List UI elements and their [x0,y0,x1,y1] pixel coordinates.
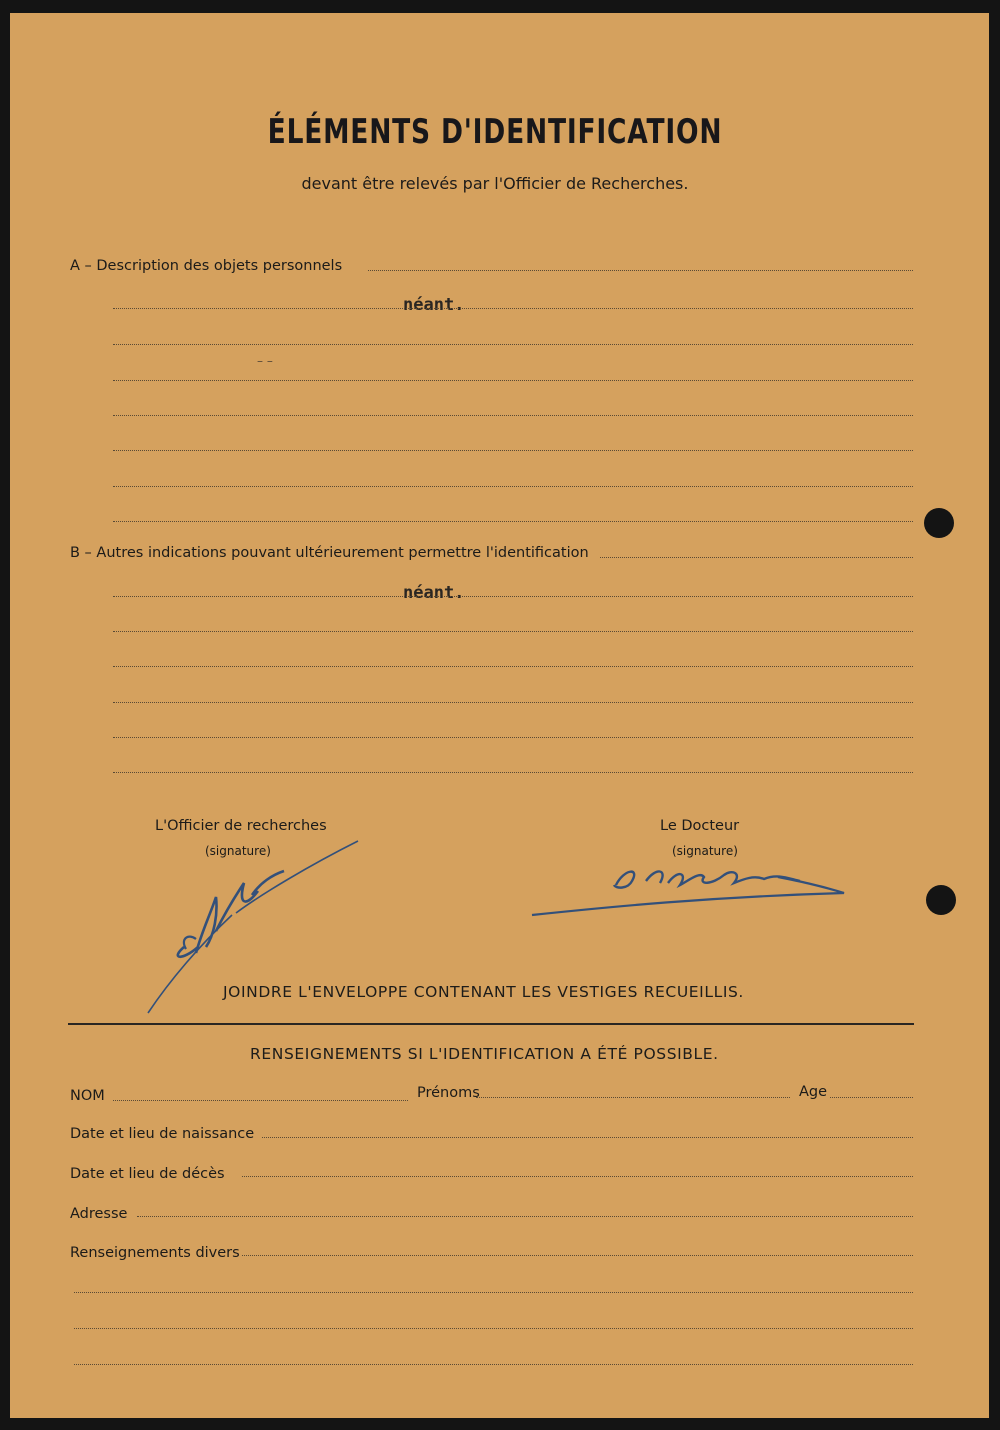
section-b-label: B – Autres indications pouvant ultérieurement permettre l'identification [70,545,589,561]
nom-line [113,1100,408,1101]
form-subtitle: devant être relevés par l'Officier de Recherches. [301,174,689,193]
punch-hole-top [924,508,954,538]
doctor-signature [528,855,858,925]
section-b-line-1 [600,557,913,558]
form-title: ÉLÉMENTS D'IDENTIFICATION [267,112,723,152]
section-b-line-5 [113,702,913,703]
nom-label: NOM [70,1088,105,1104]
adresse-line [137,1216,913,1217]
section-a-line-5 [113,415,913,416]
section-a-line-1 [368,270,913,271]
naissance-label: Date et lieu de naissance [70,1126,255,1142]
divers-line-1 [242,1255,913,1256]
officer-signature-note: (signature) [205,844,271,858]
section-a-line-6 [113,450,913,451]
section-b-line-2 [113,596,913,597]
divers-line-3 [74,1328,913,1329]
adresse-label: Adresse [70,1206,128,1222]
section-a-line-8 [113,521,913,522]
age-label: Age [799,1084,828,1100]
doctor-signature-note: (signature) [672,844,738,858]
section-divider [68,1023,914,1025]
section-a-line-2 [113,308,913,309]
section-b-line-6 [113,737,913,738]
section-a-line-7 [113,486,913,487]
prenoms-line [476,1097,790,1098]
form-sheet [10,13,989,1418]
section-b-line-3 [113,631,913,632]
officer-title: L'Officier de recherches [155,818,327,834]
divers-line-2 [74,1292,913,1293]
punch-hole-bottom [926,885,956,915]
identification-heading: RENSEIGNEMENTS SI L'IDENTIFICATION A ÉTÉ POSSIBLE. [250,1045,719,1063]
divers-label: Renseignements divers [70,1245,240,1261]
naissance-line [262,1137,913,1138]
envelope-instruction: JOINDRE L'ENVELOPPE CONTENANT LES VESTIGES RECUEILLIS. [223,983,744,1001]
section-b-line-7 [113,772,913,773]
section-a-value: néant. [403,295,465,315]
prenoms-label: Prénoms [417,1085,480,1101]
section-a-line-3 [113,344,913,345]
age-line [830,1097,913,1098]
section-a-ditto: – – [257,354,273,368]
divers-line-4 [74,1364,913,1365]
doctor-title: Le Docteur [660,818,740,834]
section-a-label: A – Description des objets personnels [70,258,343,274]
section-b-value: néant. [403,583,465,603]
section-b-line-4 [113,666,913,667]
deces-line [242,1176,913,1177]
deces-label: Date et lieu de décès [70,1166,225,1182]
section-a-line-4 [113,380,913,381]
